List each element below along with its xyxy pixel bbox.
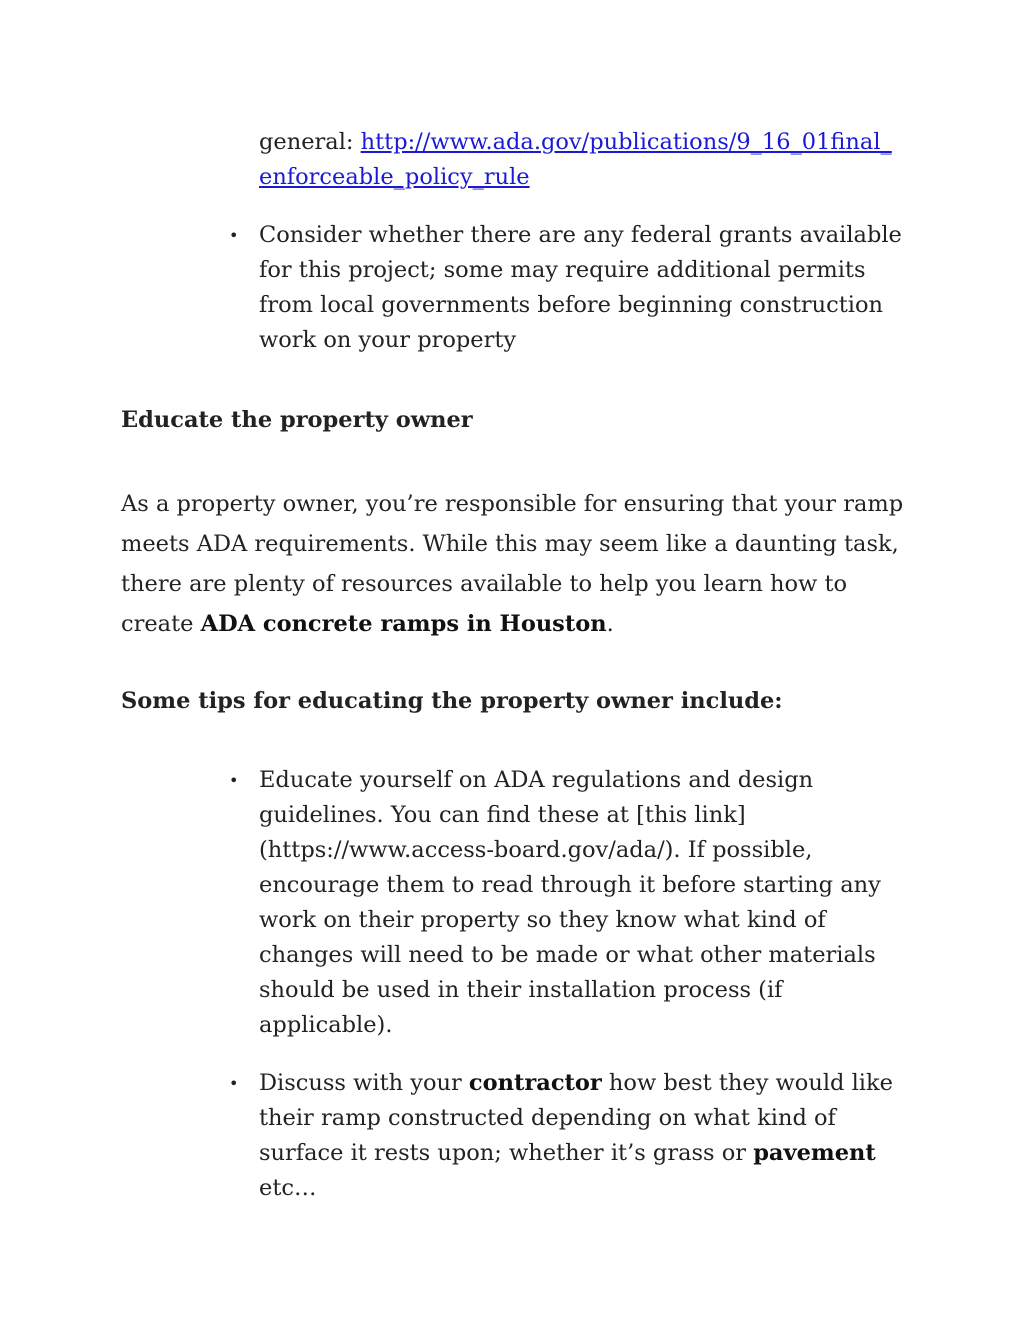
section-heading-educate: Educate the property owner: [121, 407, 473, 433]
bold-pavement: pavement: [753, 1140, 876, 1166]
list-item: [229, 763, 909, 1043]
bullet-icon: •: [229, 1074, 239, 1093]
bullet-list-tips: [229, 763, 909, 1229]
bold-contractor: contractor: [468, 1070, 602, 1096]
list-item-text: Consider whether there are any federal grants available for this project; some may require additional permits from local governments before beginning construction work on your property: [259, 222, 902, 353]
list-item-text: Discuss with your contractor how best they would like their ramp constructed depending on what kind of surface it rests upon; whether it’s grass or pavement etc…: [259, 1070, 893, 1201]
list-item: [229, 218, 909, 358]
bullet-icon: •: [229, 771, 239, 790]
list-item-text: Educate yourself on ADA regulations and design guidelines. You can find these at [this link](https://www.access-board.gov/ada/). If possible, encourage them to read through it before starting any work on their property so they know what kind of changes will need to be made or what other materials should be used in their installation process (if applicable).: [259, 767, 881, 1038]
general-prefix: general:: [259, 129, 361, 155]
continued-list-item: [259, 125, 919, 195]
bullet-icon: •: [229, 226, 239, 245]
paragraph-responsibility: As a property owner, you’re responsible for ensuring that your ramp meets ADA requirements. While this may seem like a daunting task, there are plenty of resources available to help you learn how to create ADA concrete ramps in Houston.: [121, 491, 904, 637]
bold-phrase: ADA concrete ramps in Houston: [200, 611, 607, 637]
ada-policy-link[interactable]: http://www.ada.gov/publications/9_16_01final_ enforceable_policy_rule: [259, 129, 892, 190]
list-item: [229, 1066, 909, 1206]
section-heading-tips: Some tips for educating the property owner include:: [121, 688, 783, 714]
bullet-list-top: [229, 218, 909, 381]
